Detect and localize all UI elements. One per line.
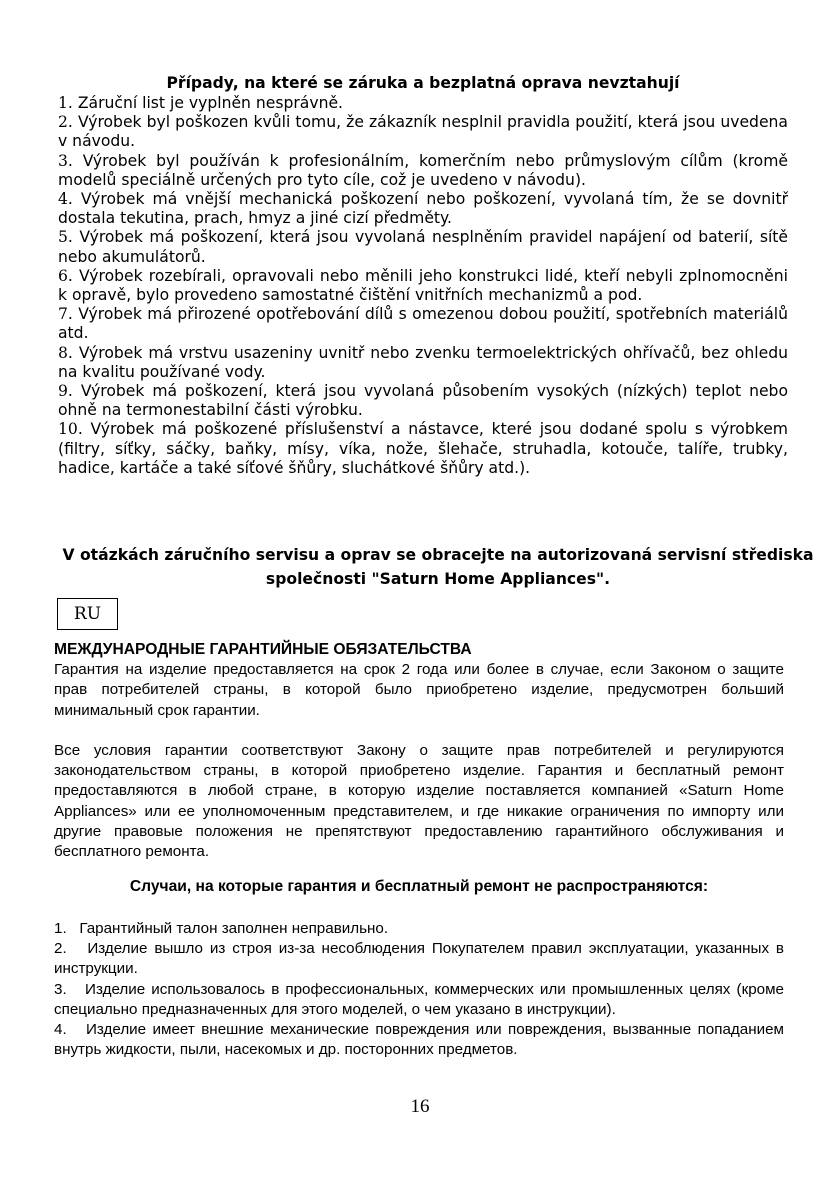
list-item: 2. Výrobek byl poškozen kvůli tomu, že zákazník nesplnil pravidla použití, která jsou uvedena v návodu. <box>58 113 788 151</box>
ru-section-title: МЕЖДУНАРОДНЫЕ ГАРАНТИЙНЫЕ ОБЯЗАТЕЛЬСТВА <box>54 641 472 658</box>
ru-conditions-section <box>54 741 784 862</box>
list-item: 3. Изделие использовалось в профессиональных, коммерческих или промышленных целях (кроме специально предназначенных для этого моделей, о чем указано в инструкции). <box>54 980 784 1018</box>
ru-guarantee-section <box>54 640 784 721</box>
list-item: 4. Изделие имеет внешние механические повреждения или повреждения, вызванные попаданием внутрь жидкости, пыли, насекомых и др. посторонних предметов. <box>54 1021 784 1059</box>
cz-section-title: Případy, na které se záruka a bezplatná oprava nevztahují <box>166 74 680 92</box>
list-item: 1. Záruční list je vyplněn nesprávně. <box>58 94 344 112</box>
ru-exclusions-list <box>54 919 784 1060</box>
page-number: 16 <box>410 1096 430 1117</box>
list-item: 7. Výrobek má přirozené opotřebování dílů s omezenou dobou použití, spotřebních materiálů atd. <box>58 305 788 343</box>
list-item: 9. Výrobek má poškození, která jsou vyvolaná působením vysokých (nízkých) teplot nebo ohně na termonestabilní části výrobku. <box>58 382 788 420</box>
ru-paragraph-2: Все условия гарантии соответствуют Закону о защите прав потребителей и регулируются законодательством страны, в которой приобретено изделие. Гарантия и бесплатный ремонт предоставляются в любой стране, в которую изделие поставляется компанией «Saturn Home Appliances» или ее уполномоченным представителем, и где никакие ограничения по импорту или другие правовые положения не препятствуют предоставлению гарантийного обслуживания и бесплатного ремонта. <box>54 742 784 861</box>
cz-exclusions-list <box>58 94 788 478</box>
ru-paragraph-1: Гарантия на изделие предоставляется на срок 2 года или более в случае, если Законом о защите прав потребителей страны, в которой было приобретено изделие, предусмотрен больший минимальный срок гарантии. <box>54 661 784 719</box>
ru-section-subtitle: Случаи, на которые гарантия и бесплатный ремонт не распространяются: <box>129 878 709 895</box>
list-item: 1. Гарантийный талон заполнен неправильно. <box>54 920 389 937</box>
language-label-ru: RU <box>57 598 118 630</box>
list-item: 8. Výrobek má vrstvu usazeniny uvnitř nebo zvenku termoelektrických ohřívačů, bez ohledu na kvalitu používané vody. <box>58 343 788 381</box>
list-item: 3. Výrobek byl používán k profesionálním, komerčním nebo průmyslovým cílům (kromě modelů speciálně určených pro tyto cíle, což je uvedeno v návodu). <box>58 151 788 189</box>
list-item: 4. Výrobek má vnější mechanická poškození nebo poškození, vyvolaná tím, že se dovnitř dostala tekutina, prach, hmyz a jiné cizí předměty. <box>58 190 788 228</box>
list-item: 2. Изделие вышло из строя из-за несоблюдения Покупателем правил эксплуатации, указанных в инструкции. <box>54 940 784 978</box>
cz-service-note: V otázkách záručního servisu a oprav se obracejte na autorizovaná servisní střediska společnosti "Saturn Home Appliances". <box>62 546 814 588</box>
list-item: 5. Výrobek má poškození, která jsou vyvolaná nesplněním pravidel napájení od baterií, sítě nebo akumulátorů. <box>58 228 788 266</box>
list-item: 6. Výrobek rozebírali, opravovali nebo měnili jeho konstrukci lidé, kteří nebyli zplnomocněni k opravě, bylo provedeno samostatné čištění vnitřních mechanizmů a pod. <box>58 266 788 305</box>
list-item: 10. Výrobek má poškozené příslušenství a nástavce, které jsou dodané spolu s výrobkem (filtry, síťky, sáčky, baňky, mísy, víka, nože, šlehače, struhadla, kotouče, talíře, trubky, hadice, kartáče a také síťové šňůry, sluchátkové šňůry atd.). <box>58 420 788 477</box>
